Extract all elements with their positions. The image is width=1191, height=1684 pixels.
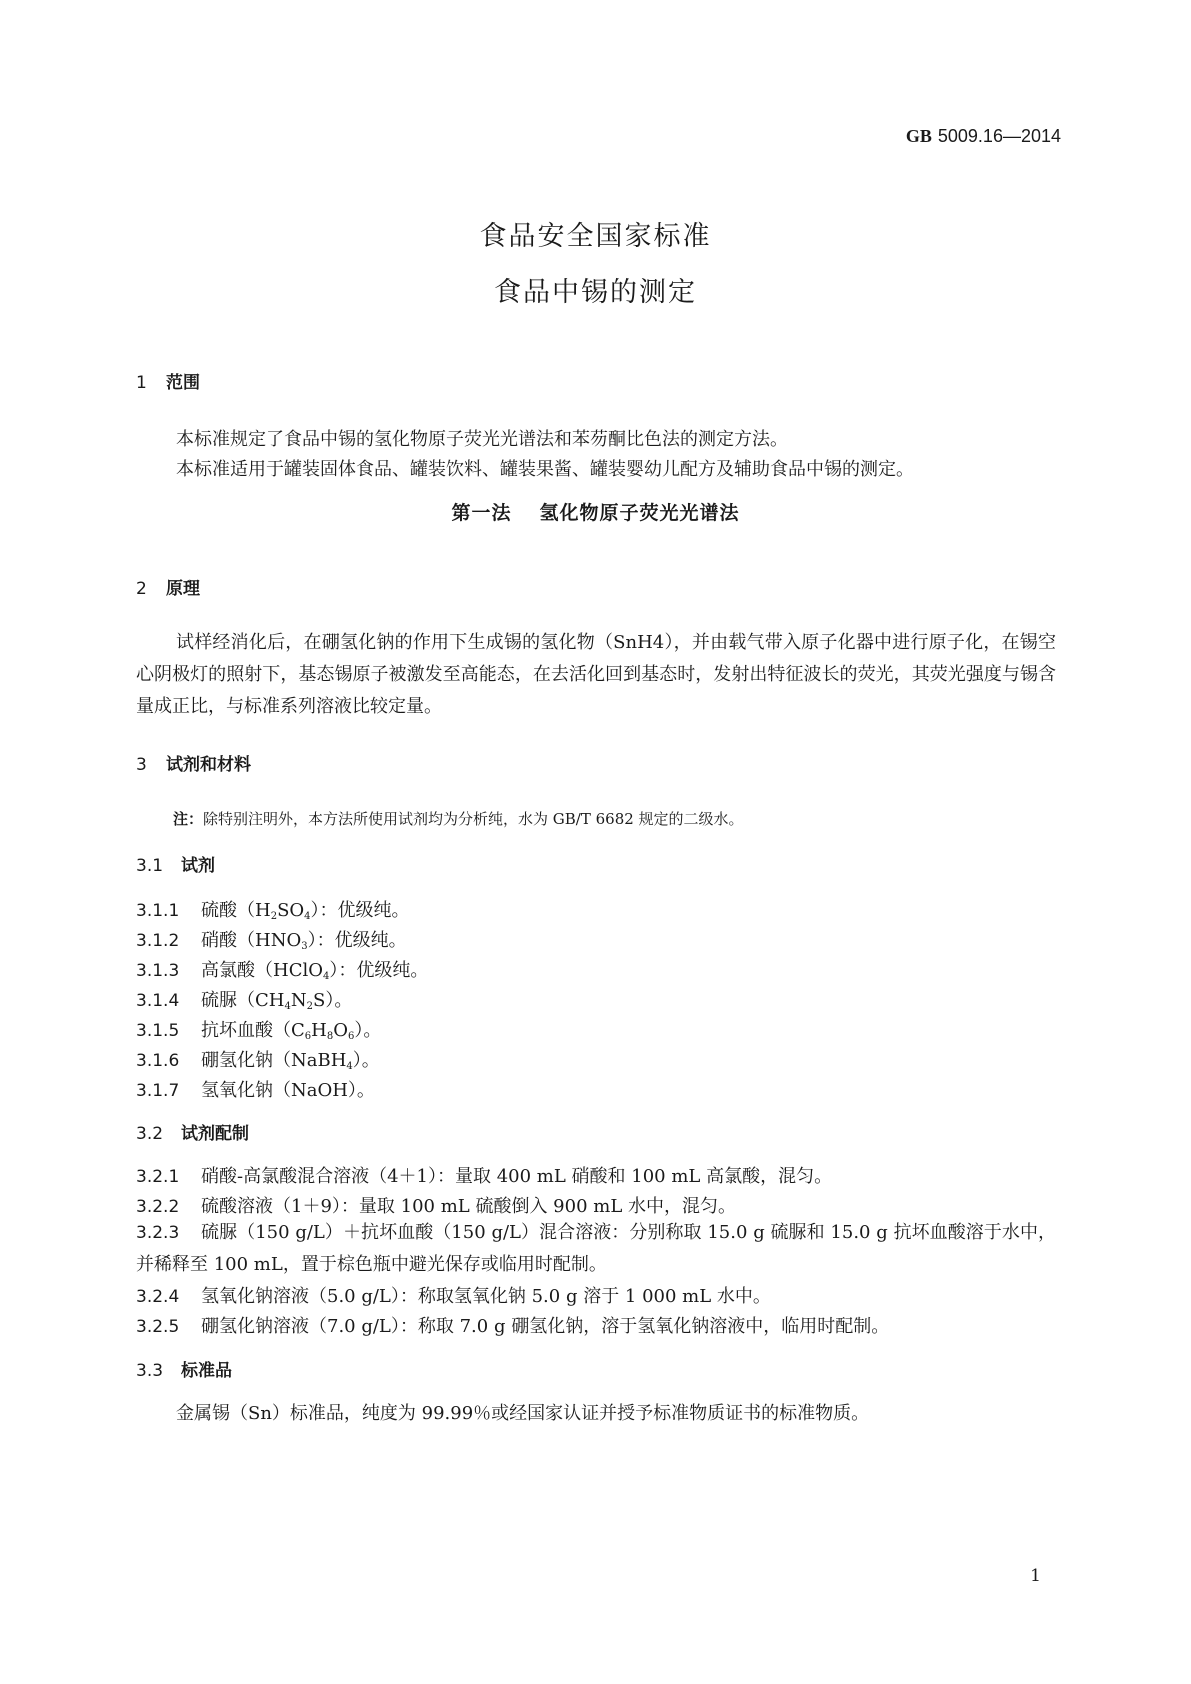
item-number: 3.2.3 xyxy=(136,1223,180,1243)
reagent-item xyxy=(136,896,410,922)
preparation-item xyxy=(136,1162,832,1188)
section-1-heading xyxy=(136,368,200,393)
reagent-item xyxy=(136,956,428,982)
reagent-item xyxy=(136,1076,375,1102)
item-number: 3.1.6 xyxy=(136,1051,180,1071)
item-text: ）：优级纯。 xyxy=(307,930,407,951)
reagent-item xyxy=(136,986,352,1012)
section-title: 试剂 xyxy=(181,856,215,876)
section-number: 3.3 xyxy=(136,1361,164,1381)
method-name: 氢化物原子荧光光谱法 xyxy=(539,502,740,524)
page-number: 1 xyxy=(1030,1566,1041,1586)
section-3-3-heading xyxy=(136,1356,232,1381)
item-text: 硫酸（H xyxy=(201,900,271,921)
item-text: SO xyxy=(277,900,305,921)
subscript: 2 xyxy=(306,1001,313,1012)
item-text: 硫酸溶液（1＋9）：量取 100 mL 硫酸倒入 900 mL 水中，混匀。 xyxy=(201,1196,736,1217)
section-number: 3.2 xyxy=(136,1124,164,1144)
section-number: 3.1 xyxy=(136,856,164,876)
item-text: ）。 xyxy=(352,1050,380,1071)
item-text: 硝酸（HNO xyxy=(201,930,302,951)
item-number: 3.1.2 xyxy=(136,931,180,951)
item-text: 氢氧化钠（NaOH）。 xyxy=(201,1080,375,1101)
item-number: 3.2.4 xyxy=(136,1287,180,1307)
section-title: 范围 xyxy=(166,373,200,393)
scope-paragraph-2: 本标准适用于罐装固体食品、罐装饮料、罐装果酱、罐装婴幼儿配方及辅助食品中锡的测定。 xyxy=(176,459,914,480)
section-2-heading xyxy=(136,574,200,599)
item-text: 硫脲（CH xyxy=(201,990,285,1011)
note-text: 除特别注明外，本方法所使用试剂均为分析纯，水为 GB/T 6682 规定的二级水。 xyxy=(203,810,744,828)
reagent-item xyxy=(136,926,407,952)
section-number: 2 xyxy=(136,579,147,599)
item-text: ）：优级纯。 xyxy=(310,900,410,921)
preparation-item xyxy=(136,1192,736,1218)
preparation-item xyxy=(136,1312,889,1338)
subscript: 4 xyxy=(346,1061,353,1072)
reagent-item xyxy=(136,1046,380,1072)
item-text: N xyxy=(290,990,307,1011)
item-text: 硫脲（150 g/L）＋抗坏血酸（150 g/L）混合溶液：分别称取 15.0 g 硫脲和 15.0 g 抗坏血酸溶于水中，并稀释至 100 mL，置于棕色瓶中避光保存或临用时配制。 xyxy=(136,1222,1056,1275)
subscript: 6 xyxy=(348,1031,355,1042)
item-number: 3.1.7 xyxy=(136,1081,180,1101)
item-number: 3.2.1 xyxy=(136,1167,180,1187)
item-text: 硝酸-高氯酸混合溶液（4＋1）：量取 400 mL 硝酸和 100 mL 高氯酸，混匀。 xyxy=(201,1166,833,1187)
item-number: 3.1.3 xyxy=(136,961,180,981)
principle-paragraph: 试样经消化后，在硼氢化钠的作用下生成锡的氢化物（SnH4），并由载气带入原子化器中进行原子化，在锡空心阴极灯的照射下，基态锡原子被激发至高能态，在去活化回到基态时，发射出特征波长的荧光，其荧光强度与锡含量成正比，与标准系列溶液比较定量。 xyxy=(136,632,1056,717)
section-3-heading xyxy=(136,750,251,775)
section-number: 3 xyxy=(136,755,147,775)
section-number: 1 xyxy=(136,373,147,393)
preparation-item xyxy=(136,1282,771,1308)
subscript: 4 xyxy=(284,1001,291,1012)
item-text: 抗坏血酸（C xyxy=(201,1020,305,1041)
preparation-item xyxy=(136,1217,1056,1281)
section-title: 试剂配制 xyxy=(181,1124,249,1144)
item-number: 3.1.4 xyxy=(136,991,180,1011)
item-text: ）。 xyxy=(354,1020,382,1041)
item-text: 硼氢化钠（NaBH xyxy=(201,1050,347,1071)
subscript: 8 xyxy=(326,1031,334,1042)
section-3-1-heading xyxy=(136,851,215,876)
method-1-heading xyxy=(0,498,1191,525)
reagent-note xyxy=(173,808,744,829)
standard-number xyxy=(906,126,1061,147)
section-title: 原理 xyxy=(166,579,200,599)
item-number: 3.2.5 xyxy=(136,1317,180,1337)
subscript: 2 xyxy=(270,911,278,922)
subscript: 6 xyxy=(304,1031,312,1042)
title-line-1: 食品安全国家标准 xyxy=(479,221,712,252)
standard-prefix: GB xyxy=(905,126,932,146)
standard-material-paragraph: 金属锡（Sn）标准品，纯度为 99.99％或经国家认证并授予标准物质证书的标准物质。 xyxy=(176,1403,870,1424)
item-text: S）。 xyxy=(312,990,353,1011)
item-number: 3.2.2 xyxy=(136,1197,180,1217)
section-title: 试剂和材料 xyxy=(166,755,251,775)
section-title: 标准品 xyxy=(181,1361,232,1381)
note-label: 注： xyxy=(173,810,204,828)
item-text: ）：优级纯。 xyxy=(329,960,429,981)
item-number: 3.1.1 xyxy=(136,901,180,921)
item-text: H xyxy=(311,1020,327,1041)
subscript: 3 xyxy=(301,941,308,952)
item-number: 3.1.5 xyxy=(136,1021,180,1041)
item-text: 氢氧化钠溶液（5.0 g/L）：称取氢氧化钠 5.0 g 溶于 1 000 mL 水中。 xyxy=(201,1286,771,1307)
item-text: 高氯酸（HClO xyxy=(201,960,323,981)
subscript: 4 xyxy=(304,911,311,922)
item-text: O xyxy=(333,1020,348,1041)
title-line-2: 食品中锡的测定 xyxy=(494,277,697,308)
scope-paragraph-1: 本标准规定了食品中锡的氢化物原子荧光光谱法和苯芴酮比色法的测定方法。 xyxy=(176,429,788,450)
standard-code: 5009.16—2014 xyxy=(937,126,1061,146)
item-text: 硼氢化钠溶液（7.0 g/L）：称取 7.0 g 硼氢化钠，溶于氢氧化钠溶液中，临用时配制。 xyxy=(201,1316,890,1337)
reagent-item xyxy=(136,1016,381,1042)
section-3-2-heading xyxy=(136,1119,249,1144)
method-label: 第一法 xyxy=(451,502,512,524)
subscript: 4 xyxy=(322,971,330,982)
